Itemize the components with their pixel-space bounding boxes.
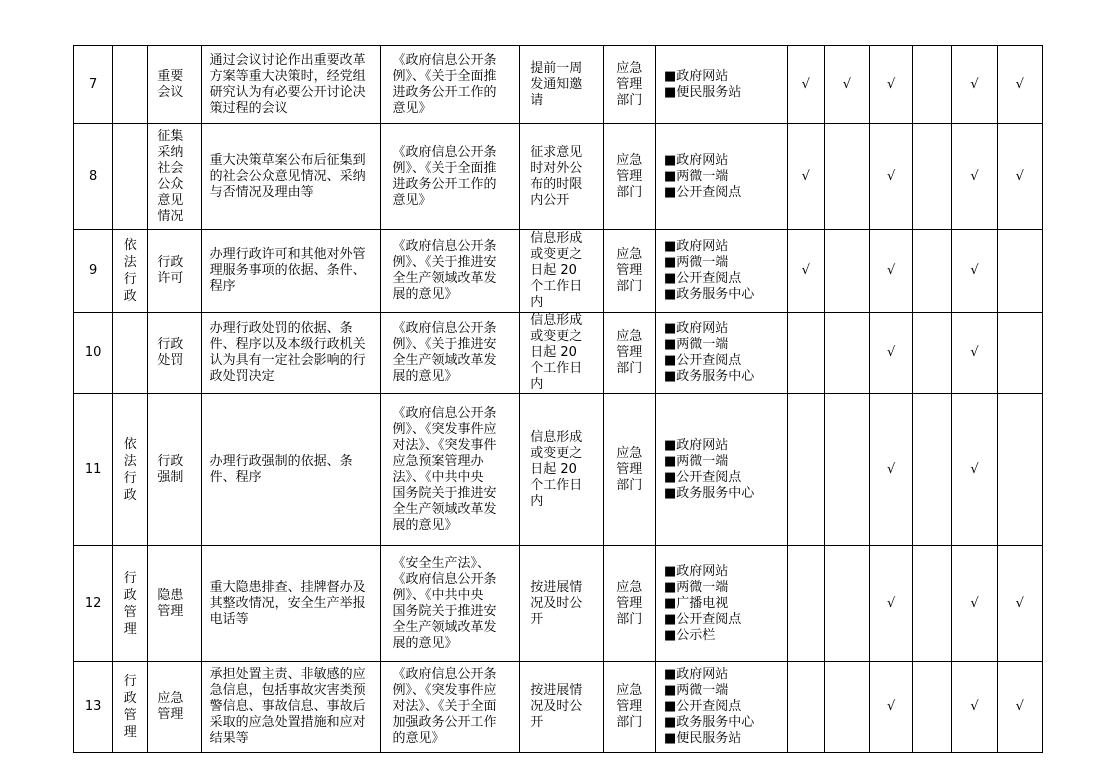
check-mark: √ bbox=[886, 345, 896, 360]
check-cell bbox=[824, 230, 869, 313]
category-text: 依法行政 bbox=[123, 238, 137, 304]
basis-cell bbox=[380, 313, 520, 394]
content-cell bbox=[201, 546, 380, 662]
check-cell bbox=[952, 230, 997, 313]
channel-item: ■政府网站 bbox=[663, 68, 729, 84]
timing-text: 按进展情况及时公开 bbox=[530, 683, 583, 730]
check-cell bbox=[870, 546, 913, 662]
check-cell bbox=[824, 662, 869, 753]
row-number bbox=[74, 46, 113, 124]
check-cell bbox=[952, 546, 997, 662]
department-cell bbox=[603, 46, 655, 124]
timing-text: 按进展情况及时公开 bbox=[530, 579, 583, 627]
check-mark: √ bbox=[886, 168, 896, 184]
item-cell bbox=[148, 662, 201, 753]
content-text: 通过会议讨论作出重要改革方案等重大决策时，经党组研究认为有必要公开讨论决策过程的会议 bbox=[209, 52, 366, 116]
item-cell bbox=[148, 230, 201, 313]
channel-item: ■政务服务中心 bbox=[663, 287, 755, 302]
item-cell bbox=[148, 546, 201, 662]
timing-cell bbox=[520, 546, 603, 662]
channel-item: ■两微一端 bbox=[663, 255, 729, 270]
content-cell bbox=[201, 662, 380, 753]
basis-cell bbox=[380, 46, 520, 124]
check-mark: √ bbox=[970, 461, 979, 477]
row-number-text: 13 bbox=[84, 699, 102, 714]
channel-item: ■政府网站 bbox=[663, 152, 729, 168]
check-mark: √ bbox=[801, 263, 810, 278]
timing-cell bbox=[520, 662, 603, 753]
channel-item: ■便民服务站 bbox=[663, 731, 742, 746]
check-cell bbox=[870, 394, 913, 546]
check-cell bbox=[870, 313, 913, 394]
basis-text: 《安全生产法》、《政府信息公开条例》、《中共中央 国务院关于推进安全生产领域改革发展的意见》 bbox=[392, 555, 497, 651]
category-text: 依法行政 bbox=[123, 436, 137, 503]
timing-text: 信息形成或变更之日起 20 个工作日内 bbox=[530, 231, 583, 310]
department-cell bbox=[603, 662, 655, 753]
basis-text: 《政府信息公开条例》、《突发事件应对法》、《关于全面加强政务公开工作的意见》 bbox=[392, 667, 497, 746]
check-cell bbox=[787, 46, 824, 124]
department-text: 应急管理部门 bbox=[616, 247, 643, 294]
disclosure-table bbox=[73, 45, 1043, 753]
content-text: 重大隐患排查、挂牌督办及其整改情况，安全生产举报电话等 bbox=[209, 579, 366, 627]
channel-item: ■两微一端 bbox=[663, 453, 729, 469]
row-number bbox=[74, 124, 113, 230]
check-mark: √ bbox=[801, 168, 810, 184]
channel-item: ■公示栏 bbox=[663, 627, 716, 643]
channels-cell bbox=[655, 546, 787, 662]
row-number-text: 11 bbox=[84, 461, 102, 477]
content-text: 办理行政许可和其他对外管理服务事项的依据、条件、程序 bbox=[209, 247, 366, 294]
timing-cell bbox=[520, 394, 603, 546]
channel-item: ■公开查阅点 bbox=[663, 353, 742, 368]
item-cell bbox=[148, 46, 201, 124]
check-cell bbox=[997, 124, 1042, 230]
category-cell bbox=[113, 394, 148, 546]
basis-cell bbox=[380, 546, 520, 662]
timing-cell bbox=[520, 124, 603, 230]
category-cell bbox=[113, 230, 148, 313]
check-mark: √ bbox=[1015, 76, 1024, 92]
row-number-text: 8 bbox=[88, 168, 98, 184]
check-cell bbox=[952, 313, 997, 394]
basis-text: 《政府信息公开条例》、《关于全面推进政务公开工作的意见》 bbox=[392, 144, 497, 208]
department-cell bbox=[603, 313, 655, 394]
timing-text: 信息形成或变更之日起 20 个工作日内 bbox=[530, 429, 583, 509]
content-cell bbox=[201, 46, 380, 124]
check-mark: √ bbox=[970, 699, 979, 714]
check-cell bbox=[787, 394, 824, 546]
channel-item: ■政务服务中心 bbox=[663, 369, 755, 384]
channel-item: ■广播电视 bbox=[663, 595, 729, 611]
channels-cell bbox=[655, 124, 787, 230]
category-cell bbox=[113, 124, 148, 230]
row-number bbox=[74, 546, 113, 662]
timing-cell bbox=[520, 46, 603, 124]
table-row bbox=[74, 124, 1043, 230]
department-text: 应急管理部门 bbox=[616, 683, 643, 730]
row-number-text: 7 bbox=[88, 76, 98, 92]
channels-cell bbox=[655, 230, 787, 313]
check-cell bbox=[997, 230, 1042, 313]
check-mark: √ bbox=[970, 263, 979, 278]
content-text: 承担处置主责、非敏感的应急信息，包括事故灾害类预警信息、事故信息、事故后采取的应急处置措施和应对结果等 bbox=[209, 667, 366, 746]
department-cell bbox=[603, 546, 655, 662]
item-text: 重要会议 bbox=[157, 68, 184, 100]
check-cell bbox=[997, 313, 1042, 394]
check-cell bbox=[787, 313, 824, 394]
table-row bbox=[74, 546, 1043, 662]
check-mark: √ bbox=[1015, 595, 1024, 611]
channel-item: ■政务服务中心 bbox=[663, 715, 755, 730]
check-cell bbox=[787, 662, 824, 753]
check-cell bbox=[913, 662, 952, 753]
check-cell bbox=[952, 46, 997, 124]
channel-item: ■公开查阅点 bbox=[663, 184, 742, 200]
department-text: 应急管理部门 bbox=[616, 329, 643, 376]
channel-item: ■公开查阅点 bbox=[663, 699, 742, 714]
check-cell bbox=[870, 662, 913, 753]
category-cell bbox=[113, 662, 148, 753]
channel-item: ■公开查阅点 bbox=[663, 611, 742, 627]
check-cell bbox=[824, 394, 869, 546]
basis-cell bbox=[380, 230, 520, 313]
basis-text: 《政府信息公开条例》、《关于全面推进政务公开工作的意见》 bbox=[392, 52, 497, 116]
row-number bbox=[74, 313, 113, 394]
check-cell bbox=[997, 662, 1042, 753]
channel-item: ■两微一端 bbox=[663, 168, 729, 184]
content-cell bbox=[201, 394, 380, 546]
content-cell bbox=[201, 313, 380, 394]
check-cell bbox=[997, 546, 1042, 662]
item-cell bbox=[148, 394, 201, 546]
item-text: 征集采纳社会公众意见情况 bbox=[157, 128, 184, 224]
check-cell bbox=[913, 46, 952, 124]
check-mark: √ bbox=[970, 595, 979, 611]
item-text: 行政强制 bbox=[157, 453, 184, 485]
timing-text: 征求意见时对外公布的时限内公开 bbox=[530, 144, 583, 208]
check-mark: √ bbox=[886, 76, 896, 92]
check-cell bbox=[997, 394, 1042, 546]
check-mark: √ bbox=[886, 263, 896, 278]
check-mark: √ bbox=[970, 345, 979, 360]
check-cell bbox=[787, 546, 824, 662]
content-cell bbox=[201, 124, 380, 230]
category-cell bbox=[113, 46, 148, 124]
channels-cell bbox=[655, 394, 787, 546]
check-cell bbox=[870, 46, 913, 124]
channel-item: ■两微一端 bbox=[663, 337, 729, 352]
check-mark: √ bbox=[842, 76, 852, 92]
channel-item: ■公开查阅点 bbox=[663, 271, 742, 286]
channel-item: ■便民服务站 bbox=[663, 84, 742, 100]
row-number-text: 9 bbox=[88, 263, 98, 278]
basis-text: 《政府信息公开条例》、《突发事件应对法》、《突发事件应急预案管理办法》、《中共中央 国务院关于推进安全生产领域改革发展的意见》 bbox=[392, 405, 497, 533]
department-cell bbox=[603, 394, 655, 546]
check-cell bbox=[824, 313, 869, 394]
basis-text: 《政府信息公开条例》、《关于推进安全生产领域改革发展的意见》 bbox=[392, 239, 497, 302]
check-cell bbox=[824, 46, 869, 124]
check-cell bbox=[913, 394, 952, 546]
timing-cell bbox=[520, 230, 603, 313]
category-text: 行政管理 bbox=[123, 570, 137, 637]
row-number bbox=[74, 662, 113, 753]
check-cell bbox=[824, 124, 869, 230]
check-cell bbox=[913, 546, 952, 662]
table-row bbox=[74, 662, 1043, 753]
check-cell bbox=[787, 124, 824, 230]
basis-cell bbox=[380, 124, 520, 230]
table-row bbox=[74, 230, 1043, 313]
content-text: 办理行政强制的依据、条件、程序 bbox=[209, 453, 353, 485]
channel-item: ■政府网站 bbox=[663, 667, 729, 682]
category-text: 行政管理 bbox=[123, 674, 137, 740]
row-number bbox=[74, 230, 113, 313]
check-mark: √ bbox=[801, 76, 810, 92]
channel-item: ■两微一端 bbox=[663, 683, 729, 698]
basis-cell bbox=[380, 662, 520, 753]
check-cell bbox=[913, 124, 952, 230]
row-number bbox=[74, 394, 113, 546]
check-cell bbox=[997, 46, 1042, 124]
timing-text: 信息形成或变更之日起 20 个工作日内 bbox=[530, 313, 583, 392]
check-cell bbox=[870, 230, 913, 313]
item-cell bbox=[148, 313, 201, 394]
department-text: 应急管理部门 bbox=[616, 60, 643, 108]
department-text: 应急管理部门 bbox=[616, 445, 643, 493]
department-text: 应急管理部门 bbox=[616, 152, 643, 200]
channel-item: ■政府网站 bbox=[663, 563, 729, 579]
department-text: 应急管理部门 bbox=[616, 579, 643, 627]
item-text: 行政许可 bbox=[157, 255, 184, 286]
channels-cell bbox=[655, 46, 787, 124]
check-cell bbox=[913, 230, 952, 313]
category-cell bbox=[113, 313, 148, 394]
item-cell bbox=[148, 124, 201, 230]
item-text: 隐患管理 bbox=[157, 587, 184, 619]
content-cell bbox=[201, 230, 380, 313]
check-mark: √ bbox=[886, 699, 896, 714]
channel-item: ■政府网站 bbox=[663, 239, 729, 254]
check-cell bbox=[870, 124, 913, 230]
check-mark: √ bbox=[970, 168, 979, 184]
check-cell bbox=[952, 124, 997, 230]
content-text: 重大决策草案公布后征集到的社会公众意见情况、采纳与否情况及理由等 bbox=[209, 152, 366, 200]
channel-item: ■政务服务中心 bbox=[663, 485, 755, 501]
channels-cell bbox=[655, 662, 787, 753]
check-cell bbox=[824, 546, 869, 662]
category-cell bbox=[113, 546, 148, 662]
basis-cell bbox=[380, 394, 520, 546]
check-cell bbox=[787, 230, 824, 313]
check-cell bbox=[913, 313, 952, 394]
content-text: 办理行政处罚的依据、条件、程序以及本级行政机关认为具有一定社会影响的行政处罚决定 bbox=[209, 321, 366, 384]
check-cell bbox=[952, 662, 997, 753]
item-text: 应急管理 bbox=[157, 691, 184, 722]
check-mark: √ bbox=[1015, 699, 1024, 714]
channel-item: ■政府网站 bbox=[663, 437, 729, 453]
item-text: 行政处罚 bbox=[157, 337, 184, 368]
department-cell bbox=[603, 230, 655, 313]
channel-item: ■两微一端 bbox=[663, 579, 729, 595]
channels-cell bbox=[655, 313, 787, 394]
timing-text: 提前一周发通知邀请 bbox=[530, 60, 583, 108]
table-row bbox=[74, 313, 1043, 394]
table-row bbox=[74, 46, 1043, 124]
row-number-text: 10 bbox=[84, 345, 102, 360]
timing-cell bbox=[520, 313, 603, 394]
department-cell bbox=[603, 124, 655, 230]
check-mark: √ bbox=[1015, 168, 1024, 184]
row-number-text: 12 bbox=[84, 595, 102, 611]
channel-item: ■公开查阅点 bbox=[663, 469, 742, 485]
basis-text: 《政府信息公开条例》、《关于推进安全生产领域改革发展的意见》 bbox=[392, 321, 497, 384]
check-mark: √ bbox=[970, 76, 979, 92]
table-row bbox=[74, 394, 1043, 546]
check-cell bbox=[952, 394, 997, 546]
channel-item: ■政府网站 bbox=[663, 321, 729, 336]
check-mark: √ bbox=[886, 461, 896, 477]
check-mark: √ bbox=[886, 595, 896, 611]
